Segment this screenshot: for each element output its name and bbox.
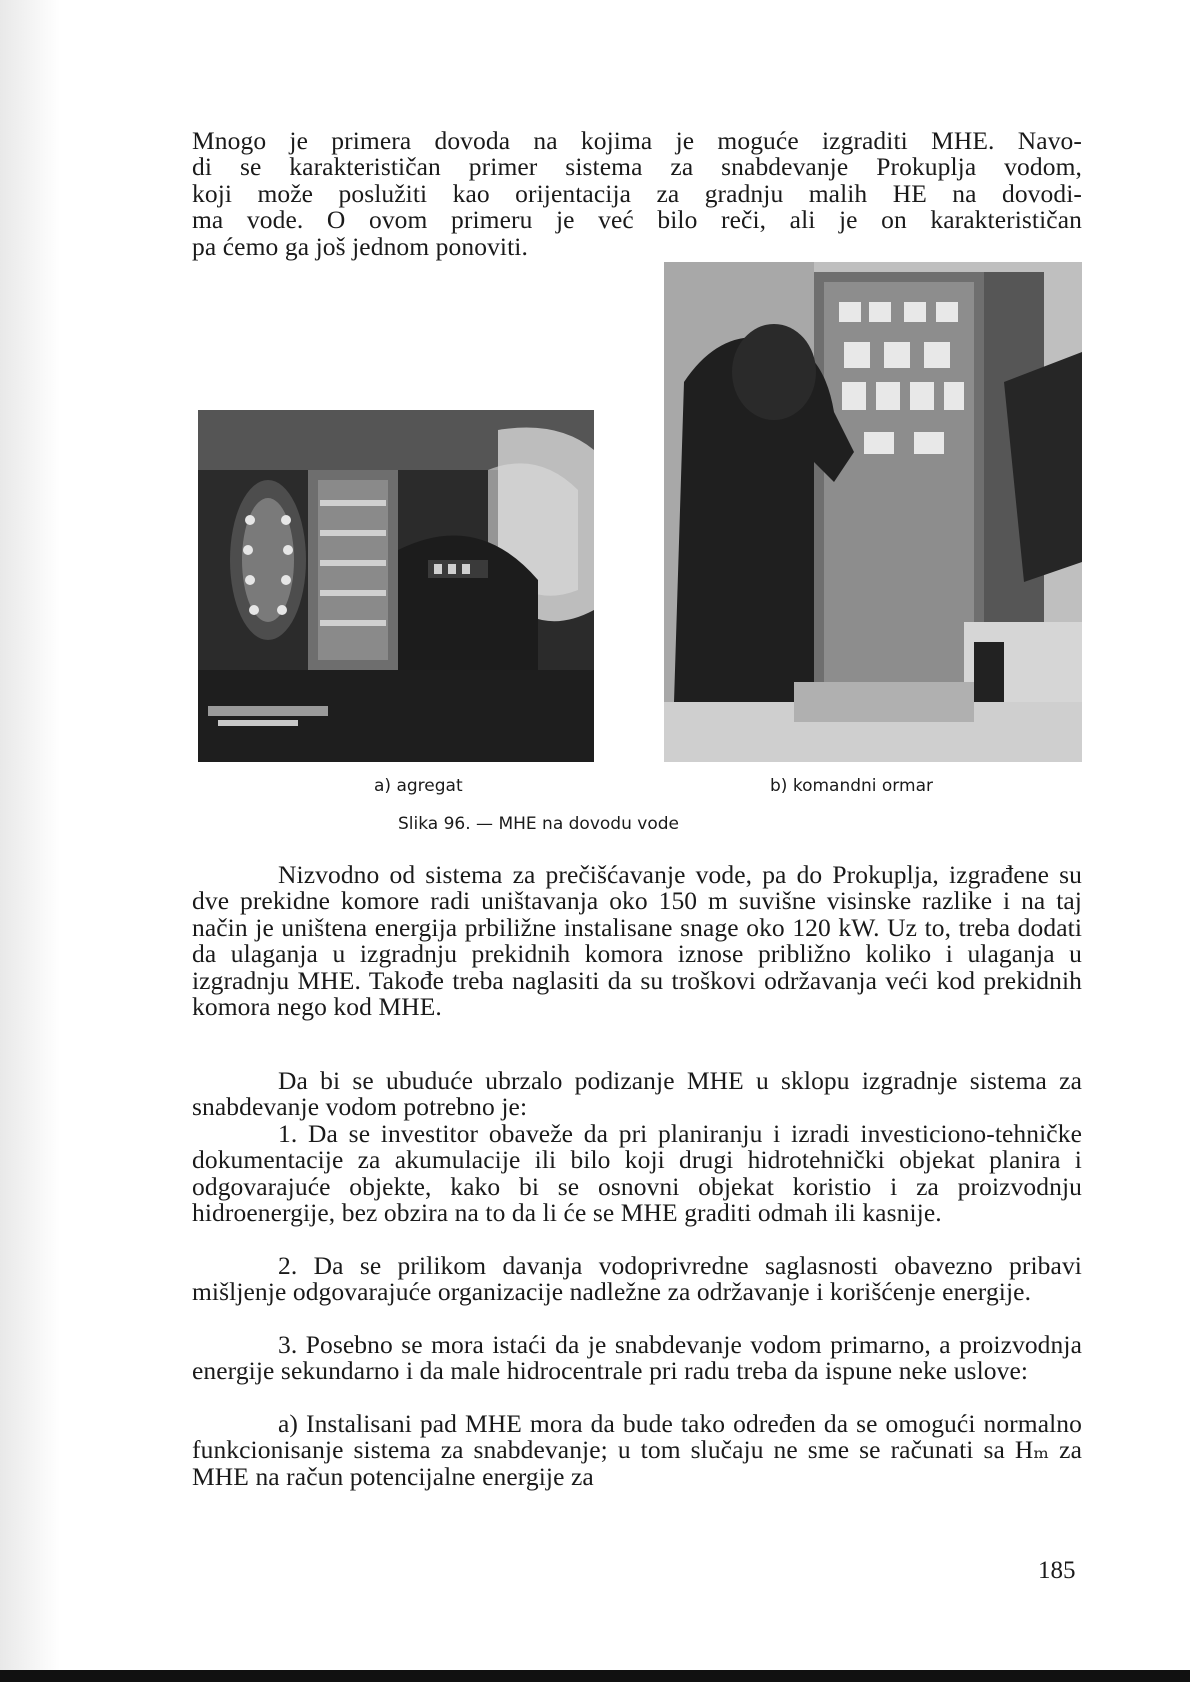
- list-item-3: 3. Posebno se mora istaći da je snabdevanje vodom primarno, a proizvodnja energije sekundarno i da male hidrocentrale pri radu treba da ispune neke uslove:: [192, 1330, 1082, 1386]
- intro-line-2: di se karakterističan primer sistema za snabdevanje Prokuplja vodom,: [192, 152, 1082, 182]
- paragraph-1: Nizvodno od sistema za prečišćavanje vode, pa do Prokuplja, izgrađene su dve prekidne komore radi uništavanja oko 150 m suvišne visinske razlike i na taj način je uništena energija prbiližne instalisane snage oko 120 kW. Uz to, treba dodati da ulaganja u izgradnju prekidnih komora iznose približno koliko i ulaganja u izgradnju MHE. Takođe treba naglasiti da su troškovi održavanja veći kod prekidnih komora nego kod MHE.: [192, 860, 1082, 1022]
- intro-line-4: ma vode. O ovom primeru je već bilo reči, ali je on karakterističan: [192, 205, 1082, 235]
- list-item-1: 1. Da se investitor obaveže da pri planiranju i izradi investiciono-tehničke dokumentacije za akumulacije ili bilo koji drugi hidrotehnički objekat planira i odgovarajuće objekte, kako bi se osnovni objekat koristio i za proizvodnju hidroenergije, bez obzira na to da li će se MHE graditi odmah ili kasnije.: [192, 1119, 1082, 1228]
- list-item-a: a) Instalisani pad MHE mora da bude tako određen da se omogući normalno funkcionisanje sistema za snabdevanje; u tom slučaju ne sme se računati sa Hₘ za MHE na račun potencijalne energije za: [192, 1409, 1082, 1491]
- page-number: 185: [1038, 1557, 1076, 1584]
- intro-paragraph: [192, 128, 1082, 260]
- paragraph-2: Da bi se ubuduće ubrzalo podizanje MHE u sklopu izgradnje sistema za snabdevanje vodom potrebno je:: [192, 1066, 1082, 1122]
- photo-komandni-ormar: [664, 262, 1082, 762]
- scan-edge-shadow: [0, 0, 60, 1682]
- scan-bottom-edge: [0, 1670, 1190, 1682]
- list-item-2: 2. Da se prilikom davanja vodoprivredne saglasnosti obavezno pribavi mišljenje odgovarajuće organizacije nadležne za održavanje i korišćenje energije.: [192, 1251, 1082, 1307]
- caption-photo-b: b) komandni ormar: [770, 776, 933, 796]
- photo-agregat: [198, 410, 594, 762]
- intro-line-1: Mnogo je primera dovoda na kojima je moguće izgraditi MHE. Navo-: [192, 126, 1082, 155]
- figure-caption: Slika 96. — MHE na dovodu vode: [398, 814, 679, 834]
- intro-line-5: pa ćemo ga još jednom ponoviti.: [192, 231, 528, 261]
- caption-photo-a: a) agregat: [374, 776, 463, 796]
- intro-line-3: koji može poslužiti kao orijentacija za gradnju malih HE na dovodi-: [192, 178, 1082, 208]
